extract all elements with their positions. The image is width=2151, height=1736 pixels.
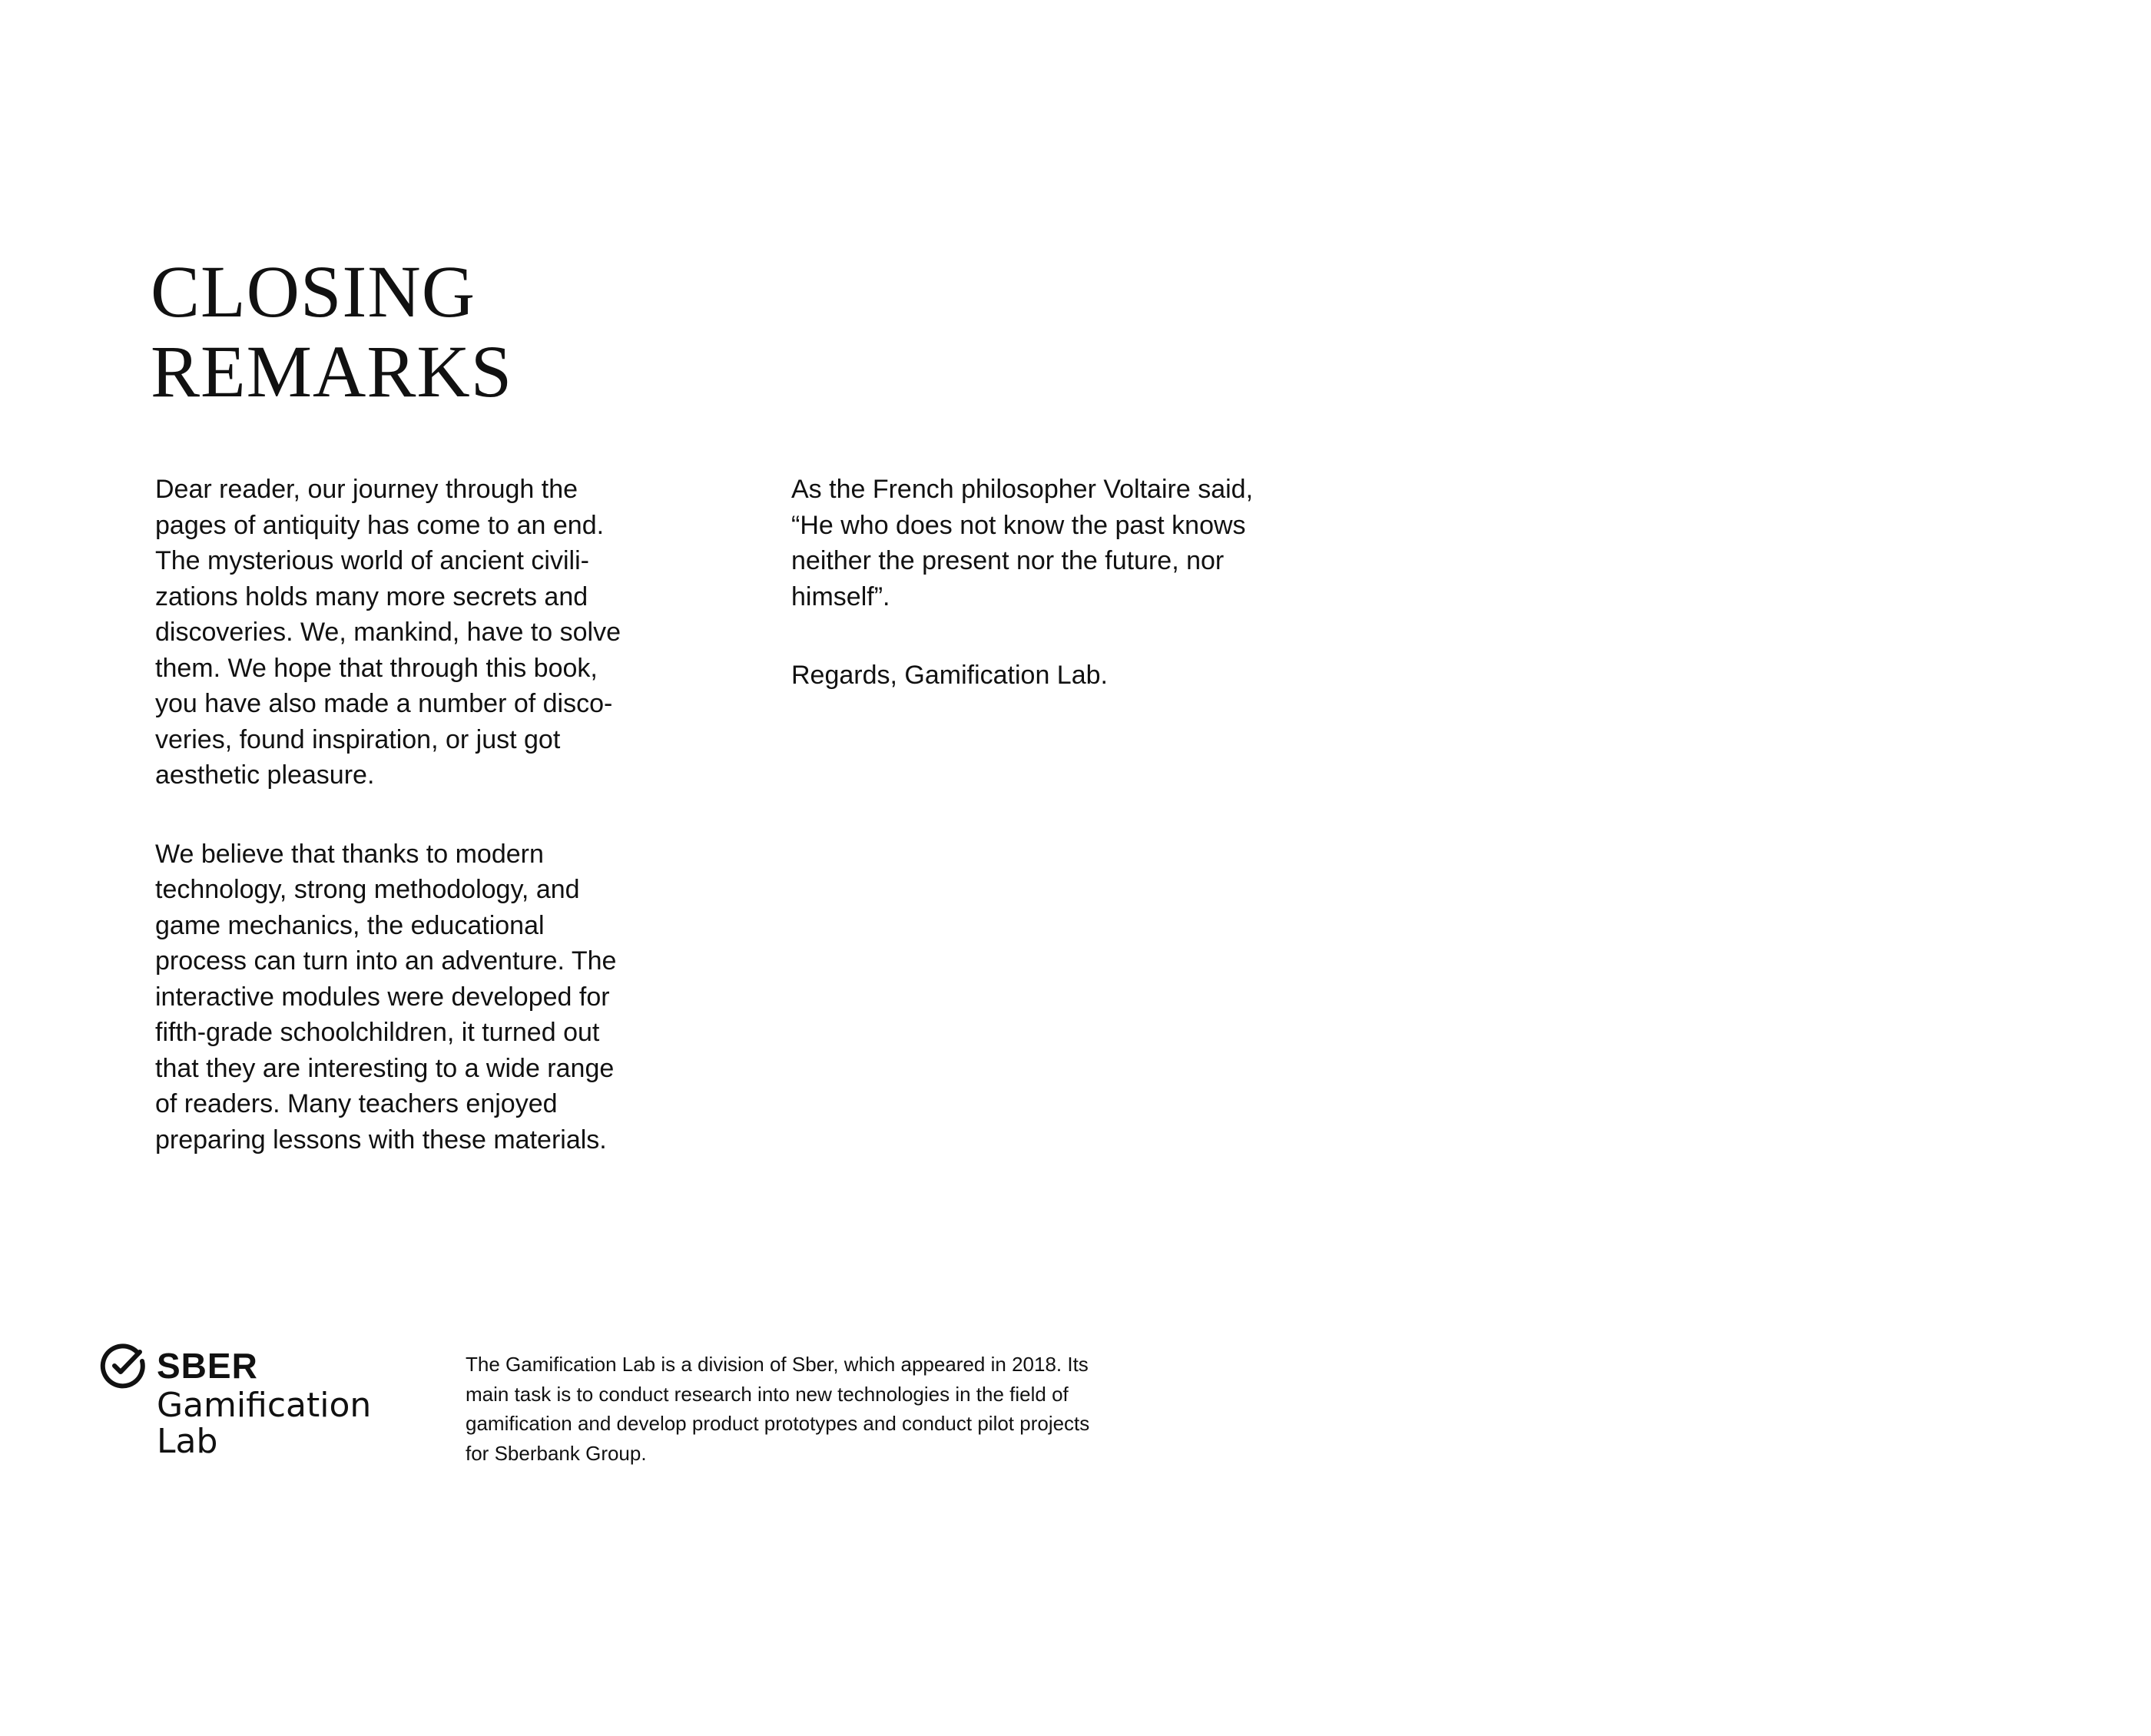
signature: Regards, Gamification Lab. — [791, 661, 1108, 690]
title-line-1: CLOSING — [151, 250, 476, 333]
intro-paragraph: Dear reader, our journey through the pages of antiquity has come to an end. The mysterious world of ancient civili-zations holds many more secrets and discoveries. We, mankind, have to solve them. We hope that through this book, you have also made a number of disco-veries, found inspiration, or just got aesthetic pleasure. — [155, 475, 621, 790]
check-circle-icon — [100, 1343, 146, 1389]
right-column — [791, 472, 1283, 694]
logo-subtitle-line-2: Lab — [157, 1422, 218, 1461]
logo-subtitle-line-1: Gamification — [157, 1386, 372, 1425]
left-column — [155, 472, 631, 1158]
logo-subtitle — [157, 1387, 371, 1459]
methodology-paragraph: We believe that thanks to modern technology, strong methodology, and game mechanics, the educational process can turn into an adventure. The interactive modules were developed for fifth-grade schoolchildren, it turned out that they are interesting to a wide range of readers. Many teachers enjoyed preparing lessons with these materials. — [155, 839, 617, 1155]
lab-description: The Gamification Lab is a division of Sber, which appeared in 2018. Its main task is to conduct research into new technologies in the field of gamification and develop product prototypes and conduct pilot projects for Sberbank Group. — [466, 1353, 1090, 1465]
page-title — [151, 252, 512, 412]
sber-gamification-lab-logo — [100, 1343, 392, 1466]
logo-brand: SBER — [157, 1346, 258, 1386]
voltaire-quote: As the French philosopher Voltaire said, “He who does not know the past knows neither the present nor the future, nor himself”. — [791, 475, 1254, 611]
title-line-2: REMARKS — [151, 330, 513, 412]
